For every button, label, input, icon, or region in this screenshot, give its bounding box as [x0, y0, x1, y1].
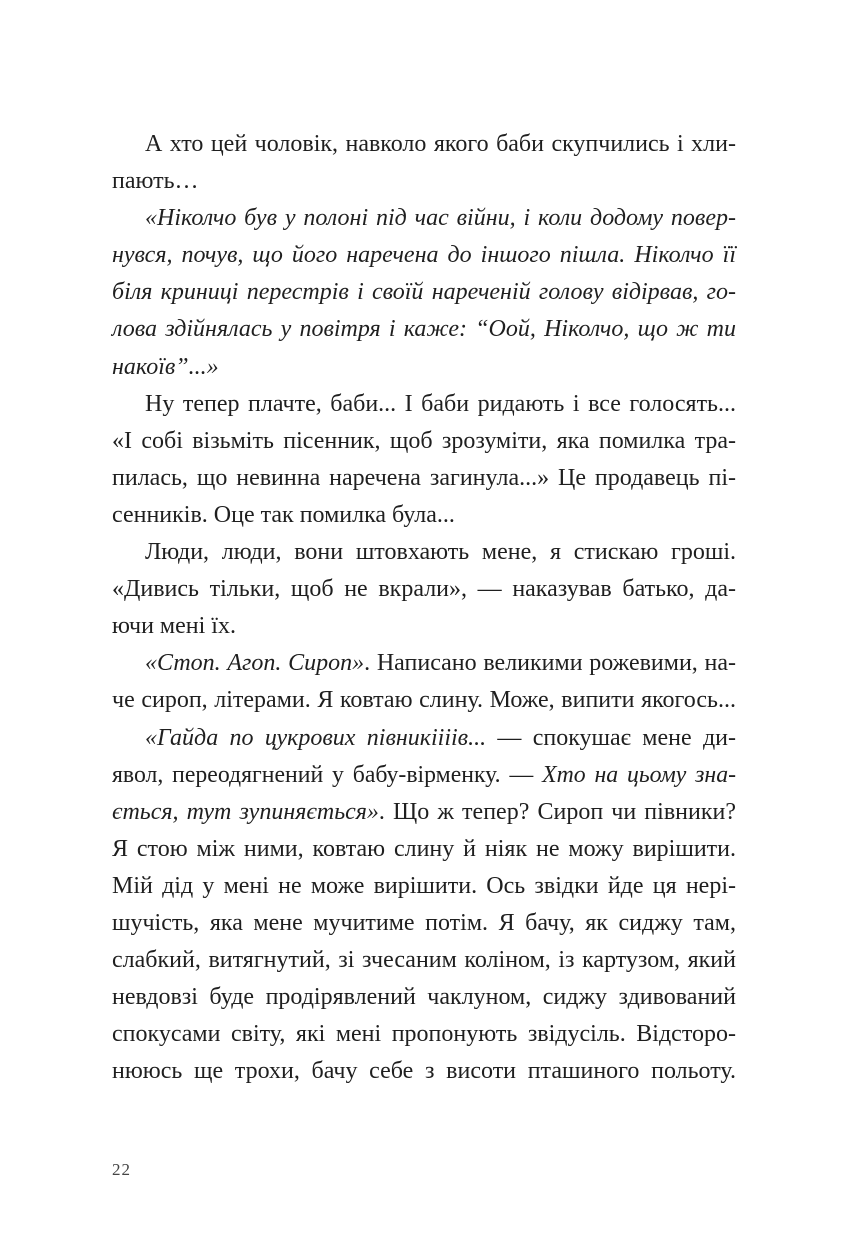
text-line [112, 1053, 736, 1090]
text-line [112, 349, 736, 386]
text-run: спокусами світу, які мені пропонують звідусіль. Відсторо- [112, 1021, 736, 1048]
text-run: Ну тепер плачте, баби... І баби ридають і все голосять... [145, 390, 736, 417]
text-run: Люди, люди, вони штовхають мене, я стискаю гроші. [145, 539, 736, 566]
text-run: Хто на цьому зна- [542, 761, 737, 788]
page-body [112, 126, 736, 1090]
text-line [112, 682, 736, 719]
text-line [112, 274, 736, 311]
text-run: пають… [112, 168, 199, 195]
text-line [112, 497, 736, 534]
text-run: невдовзі буде продірявлений чаклуном, сиджу здивований [112, 984, 736, 1011]
text-run: «Ніколчо був у полоні під час війни, і коли додому повер- [145, 205, 736, 232]
text-run: біля криниці перестрів і своїй нареченій голову відірвав, го- [112, 279, 736, 306]
text-line [112, 831, 736, 868]
text-line [112, 237, 736, 274]
text-line [112, 608, 736, 645]
text-run: лова здійнялась у повітря і каже: “Оой, Ніколчо, що ж ти [112, 316, 736, 343]
text-line [112, 645, 736, 682]
text-run: «І собі візьміть пісенник, щоб зрозуміти, яка помилка тра- [112, 427, 736, 454]
text-run: . Що ж тепер? Сироп чи півники? [378, 798, 736, 825]
page-number: 22 [112, 1160, 131, 1179]
text-line [112, 905, 736, 942]
text-run: — спокушає мене ди- [486, 724, 736, 751]
text-line [112, 571, 736, 608]
text-line [112, 1016, 736, 1053]
text-line [112, 163, 736, 200]
text-run: «Гайда по цукрових півникіііів... [145, 724, 487, 751]
text-run: Я стою між ними, ковтаю слину й ніяк не можу вирішити. [112, 835, 736, 862]
text-line [112, 794, 736, 831]
text-run: слабкий, витягнутий, зі зчесаним коліном, із картузом, який [112, 947, 736, 974]
text-line [112, 460, 736, 497]
text-line [112, 979, 736, 1016]
text-run: нувся, почув, що його наречена до іншого пішла. Ніколчо її [112, 242, 736, 269]
text-run: ючи мені їх. [112, 613, 236, 640]
text-line [112, 126, 736, 163]
text-run: . Написано великими рожевими, на- [364, 650, 736, 677]
text-line [112, 534, 736, 571]
text-run: явол, переодягнений у бабу-вірменку. — [112, 761, 543, 788]
text-run: сенників. Оце так помилка була... [112, 501, 455, 528]
text-run: «Стоп. Агоп. Сироп» [145, 650, 365, 677]
text-line [112, 757, 736, 794]
text-run: накоїв”...» [112, 353, 219, 380]
text-run: шучість, яка мене мучитиме потім. Я бачу, як сиджу там, [112, 909, 736, 936]
text-line [112, 423, 736, 460]
text-run: А хто цей чоловік, навколо якого баби скупчились і хли- [145, 131, 736, 157]
text-run: Мій дід у мені не може вирішити. Ось звідки йде ця нері- [112, 872, 736, 899]
text-run: че сироп, літерами. Я ковтаю слину. Може, випити якогось... [112, 687, 736, 714]
text-run: нююсь ще трохи, бачу себе з висоти пташиного польоту. [112, 1058, 736, 1085]
text-run: пилась, що невинна наречена загинула...» Це продавець пі- [112, 464, 736, 491]
text-line [112, 311, 736, 348]
text-line [112, 868, 736, 905]
text-line [112, 720, 736, 757]
text-run: «Дивись тільки, щоб не вкрали», — наказував батько, да- [112, 576, 736, 603]
text-run: ється, тут зупиняється» [112, 798, 379, 825]
text-line [112, 386, 736, 423]
text-line [112, 942, 736, 979]
text-line [112, 200, 736, 237]
